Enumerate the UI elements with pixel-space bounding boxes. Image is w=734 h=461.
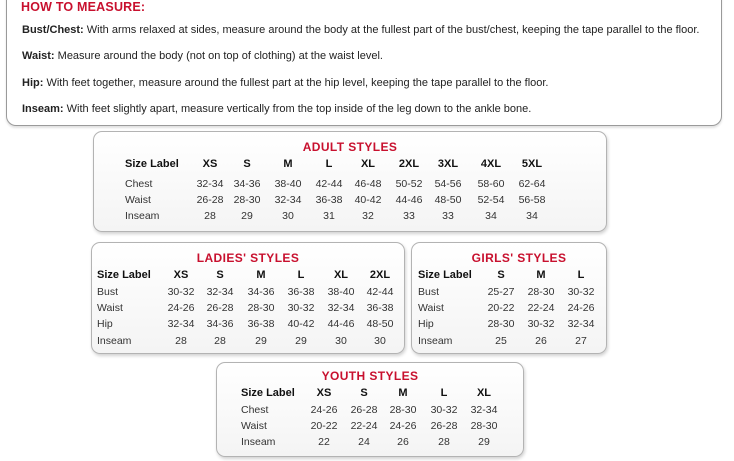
- measure-text: Measure around the body (not on top of clothing) at the waist level.: [54, 50, 383, 62]
- size-header: M: [536, 269, 546, 281]
- measure-term: Waist:: [22, 50, 55, 62]
- row-label: Waist: [418, 302, 444, 314]
- size-label-header: Size Label: [97, 269, 151, 281]
- value-cell: 36-38: [247, 318, 275, 330]
- value-cell: 24: [358, 436, 370, 448]
- measure-text: With arms relaxed at sides, measure around the body at the fullest part of the bust/chest, keeping the tape parallel to the floor.: [83, 24, 700, 36]
- value-cell: 29: [295, 335, 307, 347]
- value-cell: 25-27: [487, 286, 515, 298]
- size-header: XL: [333, 269, 349, 281]
- value-cell: 46-48: [354, 178, 382, 190]
- value-cell: 36-38: [287, 286, 315, 298]
- measure-term: Hip:: [22, 77, 44, 89]
- measure-bust-chest: [22, 24, 699, 36]
- ladies-styles-title: LADIES' STYLES: [196, 251, 300, 265]
- size-header: XS: [173, 269, 189, 281]
- size-label-header: Size Label: [125, 158, 179, 170]
- size-header: L: [325, 158, 333, 170]
- size-header: M: [398, 387, 408, 399]
- value-cell: 24-26: [567, 302, 595, 314]
- value-cell: 30: [282, 210, 294, 222]
- value-cell: 32-34: [274, 194, 302, 206]
- value-cell: 22-24: [350, 420, 378, 432]
- value-cell: 28-30: [389, 404, 417, 416]
- measure-term: Inseam:: [22, 103, 64, 115]
- value-cell: 20-22: [310, 420, 338, 432]
- value-cell: 34-36: [247, 286, 275, 298]
- value-cell: 56-58: [518, 194, 546, 206]
- value-cell: 28: [204, 210, 216, 222]
- value-cell: 48-50: [366, 318, 394, 330]
- row-label: Inseam: [97, 335, 132, 347]
- value-cell: 34-36: [206, 318, 234, 330]
- value-cell: 29: [255, 335, 267, 347]
- value-cell: 28-30: [487, 318, 515, 330]
- measure-text: With feet together, measure around the fullest part at the hip level, keeping the tape parallel to the floor.: [43, 77, 549, 89]
- value-cell: 28-30: [470, 420, 498, 432]
- size-header: S: [216, 269, 224, 281]
- measure-hip: [22, 77, 548, 89]
- size-header: S: [360, 387, 368, 399]
- row-label: Bust: [418, 286, 440, 298]
- size-header: 3XL: [437, 158, 459, 170]
- size-label-header: Size Label: [241, 387, 295, 399]
- value-cell: 30: [335, 335, 347, 347]
- how-to-measure-panel: [6, 0, 722, 126]
- value-cell: 28-30: [247, 302, 275, 314]
- row-label: Waist: [125, 194, 151, 206]
- size-header: XS: [316, 387, 332, 399]
- value-cell: 42-44: [315, 178, 343, 190]
- value-cell: 38-40: [327, 286, 355, 298]
- size-header: 5XL: [521, 158, 543, 170]
- value-cell: 24-26: [167, 302, 195, 314]
- size-header: L: [577, 269, 585, 281]
- value-cell: 52-54: [477, 194, 505, 206]
- value-cell: 28: [175, 335, 187, 347]
- value-cell: 30: [374, 335, 386, 347]
- girls-styles-panel: [411, 242, 607, 354]
- value-cell: 29: [241, 210, 253, 222]
- value-cell: 36-38: [366, 302, 394, 314]
- size-header: M: [283, 158, 293, 170]
- value-cell: 30-32: [430, 404, 458, 416]
- size-header: 4XL: [480, 158, 502, 170]
- value-cell: 42-44: [366, 286, 394, 298]
- value-cell: 34: [485, 210, 497, 222]
- row-label: Chest: [241, 404, 269, 416]
- value-cell: 58-60: [477, 178, 505, 190]
- value-cell: 34-36: [233, 178, 261, 190]
- value-cell: 32-34: [206, 286, 234, 298]
- value-cell: 24-26: [389, 420, 417, 432]
- value-cell: 32-34: [327, 302, 355, 314]
- value-cell: 30-32: [167, 286, 195, 298]
- measure-waist: [22, 50, 383, 62]
- value-cell: 20-22: [487, 302, 515, 314]
- value-cell: 27: [575, 335, 587, 347]
- value-cell: 34: [526, 210, 538, 222]
- girls-styles-title: GIRLS' STYLES: [471, 251, 567, 265]
- value-cell: 22-24: [527, 302, 555, 314]
- value-cell: 30-32: [287, 302, 315, 314]
- size-header: S: [497, 269, 505, 281]
- value-cell: 48-50: [434, 194, 462, 206]
- value-cell: 40-42: [287, 318, 315, 330]
- how-to-measure-title: HOW TO MEASURE:: [21, 0, 146, 14]
- value-cell: 54-56: [434, 178, 462, 190]
- value-cell: 28: [214, 335, 226, 347]
- value-cell: 44-46: [395, 194, 423, 206]
- value-cell: 33: [403, 210, 415, 222]
- value-cell: 24-26: [310, 404, 338, 416]
- size-header: XL: [360, 158, 376, 170]
- value-cell: 26-28: [430, 420, 458, 432]
- value-cell: 40-42: [354, 194, 382, 206]
- value-cell: 26-28: [350, 404, 378, 416]
- size-header: L: [440, 387, 448, 399]
- row-label: Bust: [97, 286, 119, 298]
- value-cell: 30-32: [527, 318, 555, 330]
- value-cell: 29: [478, 436, 490, 448]
- row-label: Inseam: [418, 335, 453, 347]
- size-header: M: [256, 269, 266, 281]
- value-cell: 28-30: [527, 286, 555, 298]
- value-cell: 31: [323, 210, 335, 222]
- value-cell: 30-32: [567, 286, 595, 298]
- youth-styles-panel: [216, 362, 524, 457]
- value-cell: 32-34: [196, 178, 224, 190]
- value-cell: 26: [397, 436, 409, 448]
- value-cell: 62-64: [518, 178, 546, 190]
- youth-styles-title: YOUTH STYLES: [321, 369, 419, 383]
- value-cell: 32-34: [167, 318, 195, 330]
- value-cell: 26-28: [206, 302, 234, 314]
- value-cell: 44-46: [327, 318, 355, 330]
- value-cell: 33: [442, 210, 454, 222]
- value-cell: 50-52: [395, 178, 423, 190]
- size-label-header: Size Label: [418, 269, 472, 281]
- value-cell: 36-38: [315, 194, 343, 206]
- value-cell: 32-34: [567, 318, 595, 330]
- row-label: Chest: [125, 178, 153, 190]
- row-label: Inseam: [125, 210, 160, 222]
- value-cell: 28: [438, 436, 450, 448]
- value-cell: 38-40: [274, 178, 302, 190]
- row-label: Hip: [418, 318, 434, 330]
- measure-inseam: [22, 103, 531, 115]
- value-cell: 28-30: [233, 194, 261, 206]
- value-cell: 26-28: [196, 194, 224, 206]
- row-label: Waist: [241, 420, 267, 432]
- measure-term: Bust/Chest:: [22, 24, 84, 36]
- value-cell: 26: [535, 335, 547, 347]
- size-header: XL: [476, 387, 492, 399]
- adult-styles-title: ADULT STYLES: [302, 140, 398, 154]
- size-header: L: [297, 269, 305, 281]
- adult-styles-panel: [93, 131, 607, 232]
- row-label: Inseam: [241, 436, 276, 448]
- ladies-styles-panel: [91, 242, 405, 354]
- size-header: XS: [202, 158, 218, 170]
- value-cell: 32: [362, 210, 374, 222]
- value-cell: 32-34: [470, 404, 498, 416]
- row-label: Waist: [97, 302, 123, 314]
- value-cell: 22: [318, 436, 330, 448]
- size-header: S: [243, 158, 251, 170]
- size-header: 2XL: [398, 158, 420, 170]
- size-header: 2XL: [369, 269, 391, 281]
- measure-text: With feet slightly apart, measure vertically from the top inside of the leg down to the ankle bone.: [63, 103, 532, 115]
- row-label: Hip: [97, 318, 113, 330]
- value-cell: 25: [495, 335, 507, 347]
